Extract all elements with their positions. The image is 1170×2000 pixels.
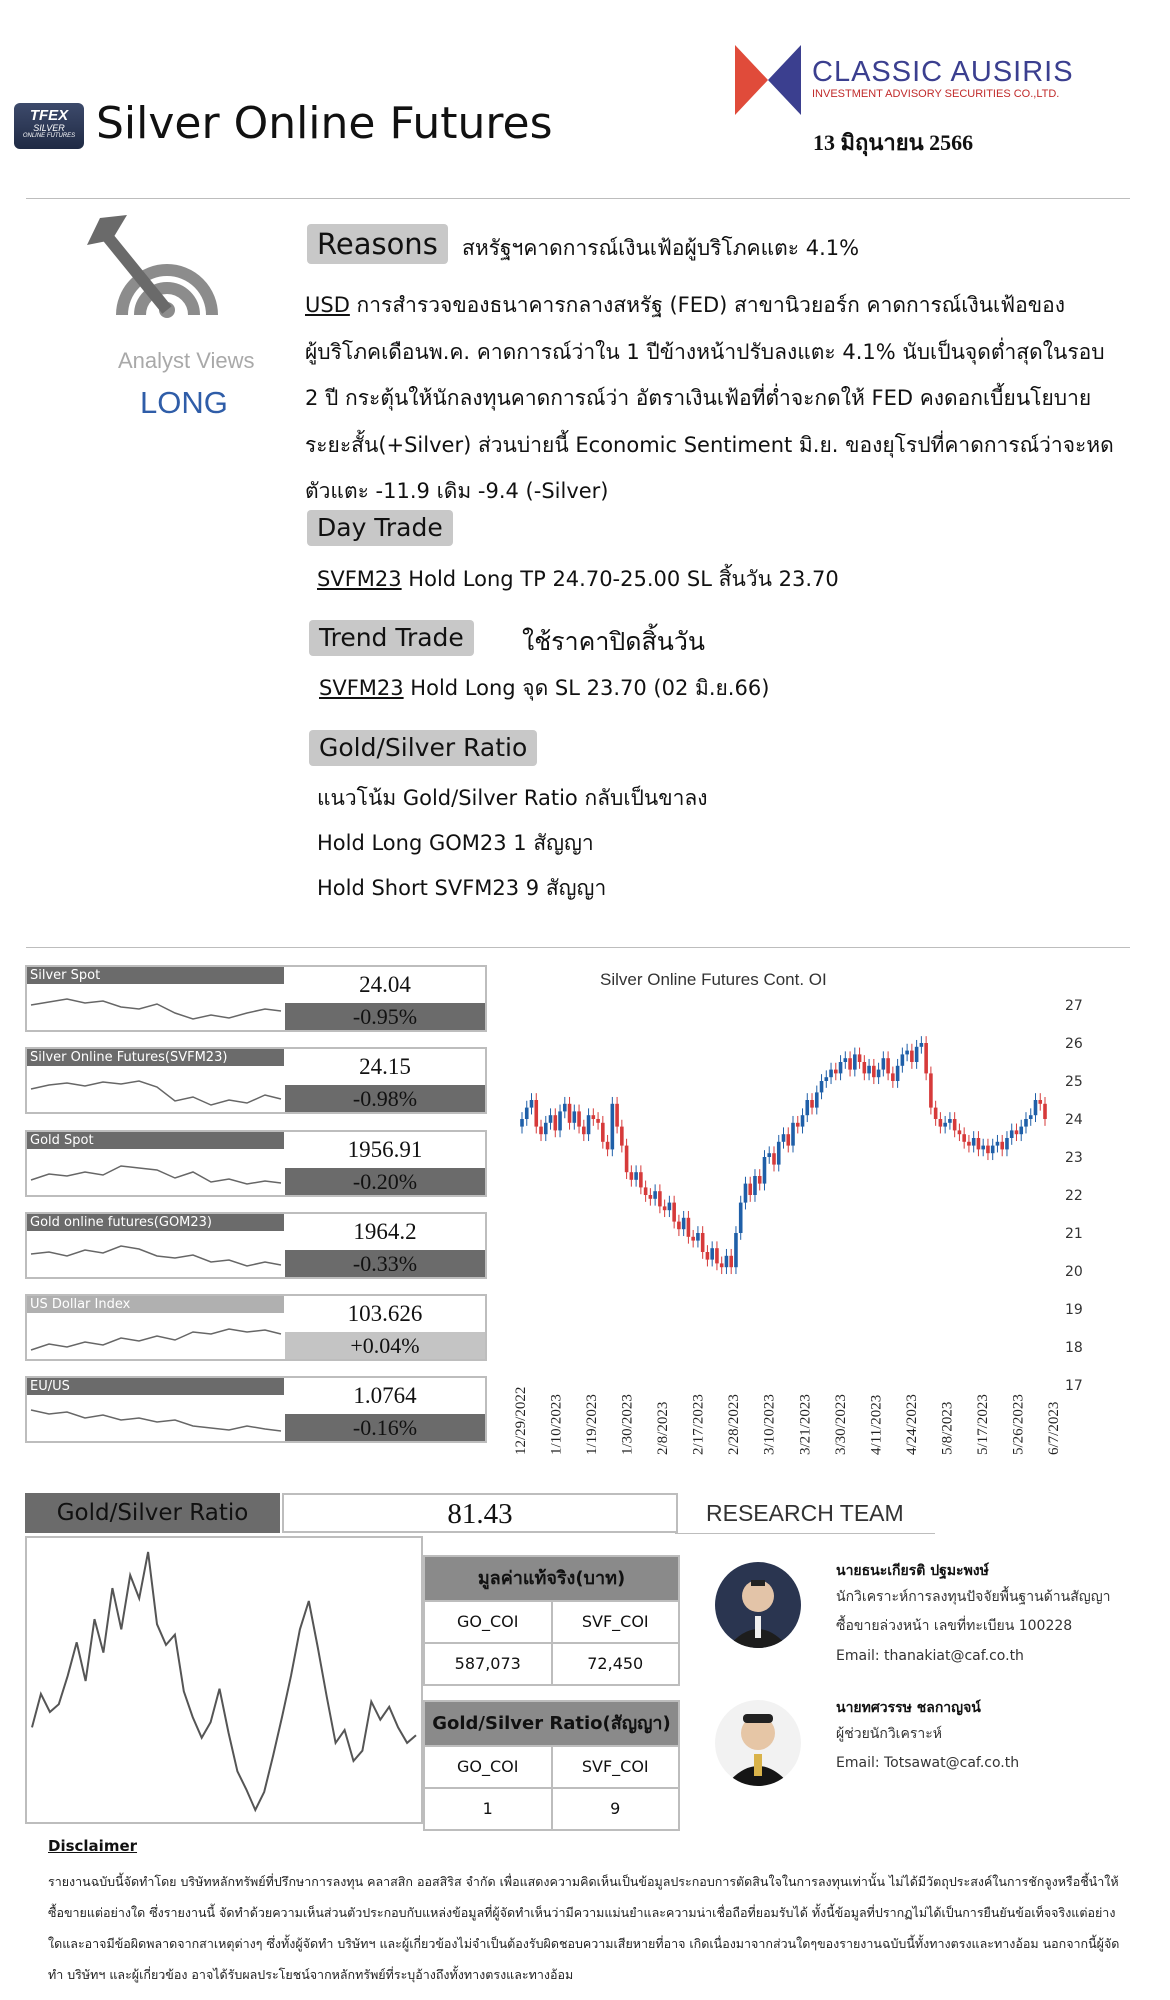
gs-ratio-line-1: แนวโน้ม Gold/Silver Ratio กลับเป็นขาลง	[317, 786, 708, 810]
sparkline	[29, 1067, 283, 1112]
candle-body	[530, 1100, 534, 1108]
candle-body	[553, 1115, 557, 1130]
chart-title: Silver Online Futures Cont. OI	[600, 970, 827, 989]
candle-body	[886, 1058, 890, 1073]
candle-body	[639, 1172, 643, 1187]
candle-body	[996, 1142, 1000, 1146]
sparkline	[29, 1314, 283, 1359]
candle-body	[672, 1203, 676, 1222]
candle-body	[943, 1123, 947, 1127]
panel-silver-futures	[25, 1047, 487, 1114]
candle-body	[801, 1115, 805, 1126]
x-tick-label: 6/7/2023	[1046, 1401, 1062, 1455]
candle-body	[720, 1263, 724, 1267]
panel-label: Gold online futures(GOM23)	[27, 1214, 284, 1231]
candlestick-chart	[500, 995, 1100, 1465]
trend-trade-text: Hold Long จุด SL 23.70 (02 มิ.ย.66)	[403, 676, 770, 700]
candle-body	[577, 1111, 581, 1126]
candle-body	[953, 1119, 957, 1130]
table-title: มูลค่าแท้จริง(บาท)	[425, 1557, 678, 1600]
y-tick-label: 27	[1065, 998, 1083, 1014]
candle-body	[791, 1123, 795, 1146]
panel-eurusd	[25, 1376, 487, 1443]
candle-body	[744, 1184, 748, 1203]
candle-body	[539, 1127, 543, 1135]
candle-body	[549, 1115, 553, 1123]
brand-name: CLASSIC AUSIRIS	[812, 56, 1074, 88]
candle-body	[844, 1058, 848, 1062]
panel-label: EU/US	[27, 1378, 284, 1395]
y-tick-label: 18	[1065, 1340, 1083, 1356]
candle-body	[915, 1047, 919, 1062]
candle-body	[696, 1233, 700, 1241]
candle-body	[948, 1119, 952, 1123]
divider	[26, 947, 1130, 948]
table-cell: 72,450	[551, 1644, 679, 1684]
table-header: GO_COI	[457, 1757, 519, 1776]
panel-label: Gold Spot	[27, 1132, 284, 1149]
candle-body	[810, 1100, 814, 1108]
table-cell: 1	[482, 1799, 493, 1818]
candle-body	[573, 1111, 577, 1122]
candle-body	[558, 1111, 562, 1130]
ratio-label: Gold/Silver Ratio	[25, 1493, 280, 1533]
panel-gold-spot	[25, 1130, 487, 1197]
day-trade-text: Hold Long TP 24.70-25.00 SL สิ้นวัน 23.70	[401, 567, 839, 591]
panel-change: -0.95%	[285, 1003, 485, 1030]
candle-body	[815, 1092, 819, 1107]
table-header: SVF_COI	[551, 1747, 679, 1787]
candle-body	[582, 1127, 586, 1135]
candle-body	[715, 1248, 719, 1263]
candle-body	[592, 1115, 596, 1119]
x-tick-label: 3/21/2023	[797, 1394, 814, 1455]
candle-body	[1034, 1100, 1038, 1115]
candle-body	[596, 1119, 600, 1123]
member-role: ผู้ช่วยนักวิเคราะห์	[836, 1726, 942, 1742]
candle-body	[872, 1066, 876, 1077]
x-tick-label: 12/29/2022	[513, 1386, 529, 1455]
candle-body	[691, 1237, 695, 1241]
candle-body	[615, 1104, 619, 1127]
ratio-graph	[25, 1536, 423, 1824]
y-tick-label: 23	[1065, 1150, 1083, 1166]
candle-body	[962, 1134, 966, 1142]
x-tick-label: 1/30/2023	[619, 1394, 636, 1455]
candle-body	[981, 1146, 985, 1150]
x-tick-label: 1/10/2023	[548, 1394, 565, 1455]
candle-body	[587, 1115, 591, 1134]
panel-price: 103.626	[347, 1301, 423, 1326]
table-header-row	[425, 1600, 678, 1642]
candle-body	[920, 1043, 924, 1047]
sparkline	[29, 1150, 283, 1195]
candle-body	[991, 1146, 995, 1154]
target-arrow-icon	[82, 210, 232, 340]
candle-body	[625, 1146, 629, 1173]
panel-change: -0.33%	[285, 1250, 485, 1277]
candle-body	[1043, 1104, 1047, 1119]
candle-body	[620, 1127, 624, 1146]
candle-body	[544, 1123, 548, 1134]
candle-body	[1019, 1127, 1023, 1135]
reasons-body	[305, 282, 1165, 515]
panel-gold-futures	[25, 1212, 487, 1279]
candle-body	[839, 1062, 843, 1073]
y-tick-label: 21	[1065, 1226, 1083, 1242]
x-tick-label: 2/8/2023	[655, 1401, 672, 1455]
candle-body	[1005, 1138, 1009, 1149]
x-tick-label: 2/28/2023	[726, 1394, 743, 1455]
candle-body	[986, 1146, 990, 1154]
candle-body	[820, 1081, 824, 1092]
member-email: Email: Totsawat@caf.co.th	[836, 1755, 1020, 1771]
candle-body	[782, 1134, 786, 1142]
candle-body	[563, 1104, 567, 1112]
candle-body	[967, 1142, 971, 1146]
candle-body	[896, 1066, 900, 1081]
trend-trade-line	[319, 672, 769, 705]
gs-ratio-section-label: Gold/Silver Ratio	[309, 730, 537, 766]
x-tick-label: 4/24/2023	[903, 1394, 920, 1455]
panel-change: -0.98%	[285, 1085, 485, 1112]
x-tick-label: 1/19/2023	[584, 1394, 601, 1455]
panel-label: US Dollar Index	[27, 1296, 284, 1313]
candle-body	[958, 1130, 962, 1134]
candle-body	[910, 1051, 914, 1062]
candle-body	[905, 1051, 909, 1055]
candle-body	[758, 1176, 762, 1184]
brand-logo-icon	[735, 45, 801, 115]
candle-body	[1038, 1100, 1042, 1104]
sparkline	[29, 1232, 283, 1277]
y-tick-label: 24	[1065, 1112, 1083, 1128]
x-tick-label: 3/10/2023	[761, 1394, 778, 1455]
reasons-headline: สหรัฐฯคาดการณ์เงินเฟ้อผู้บริโภคแตะ 4.1%	[462, 236, 860, 260]
day-trade-label: Day Trade	[307, 510, 453, 546]
candle-body	[939, 1119, 943, 1127]
avatar	[715, 1700, 801, 1786]
member-email: Email: thanakiat@caf.co.th	[836, 1648, 1024, 1664]
candle-body	[805, 1100, 809, 1115]
reasons-label: Reasons	[307, 224, 448, 264]
candle-body	[748, 1184, 752, 1195]
candle-body	[777, 1142, 781, 1165]
candle-body	[649, 1195, 653, 1199]
trend-trade-label: Trend Trade	[309, 620, 474, 656]
candle-body	[853, 1054, 857, 1069]
candle-body	[644, 1187, 648, 1195]
divider	[26, 198, 1130, 199]
panel-label: Silver Spot	[27, 967, 284, 984]
day-trade-line	[317, 563, 839, 596]
candle-body	[663, 1206, 667, 1210]
candle-body	[739, 1203, 743, 1233]
member-name: นายธนะเกียรติ ปฐมะพงษ์	[836, 1563, 989, 1579]
candle-body	[668, 1203, 672, 1211]
table-header-row	[425, 1745, 678, 1787]
panel-price: 24.04	[359, 972, 411, 997]
candle-body	[525, 1108, 529, 1119]
panel-change: -0.16%	[285, 1414, 485, 1441]
candle-body	[606, 1142, 610, 1150]
candle-body	[706, 1252, 710, 1260]
tfex-logo-bottom: ONLINE FUTURES	[22, 133, 76, 139]
x-tick-label: 5/8/2023	[939, 1401, 956, 1455]
table-cell: 587,073	[454, 1654, 521, 1673]
report-date: 13 มิถุนายน 2566	[813, 130, 974, 155]
y-tick-label: 20	[1065, 1264, 1083, 1280]
candle-body	[611, 1104, 615, 1150]
member-role: นักวิเคราะห์การลงทุนปัจจัยพื้นฐานด้านสัญญา ซื้อขายล่วงหน้า เลขที่ทะเบียน 100228	[836, 1589, 1111, 1634]
divider	[675, 1533, 935, 1534]
contract-table	[423, 1700, 680, 1831]
usd-label: USD	[305, 293, 350, 317]
candle-body	[701, 1233, 705, 1252]
analyst-view: LONG	[140, 385, 228, 420]
tfex-logo	[14, 103, 84, 149]
candle-body	[934, 1108, 938, 1119]
candle-body	[858, 1054, 862, 1062]
value-table	[423, 1555, 680, 1686]
x-tick-label: 2/17/2023	[690, 1394, 707, 1455]
candle-body	[1015, 1130, 1019, 1134]
y-tick-label: 22	[1065, 1188, 1083, 1204]
day-trade-symbol: SVFM23	[317, 567, 402, 591]
table-title: Gold/Silver Ratio(สัญญา)	[425, 1702, 678, 1745]
candle-body	[568, 1104, 572, 1123]
candle-body	[863, 1062, 867, 1073]
panel-price: 1956.91	[347, 1137, 423, 1162]
candle-body	[520, 1119, 524, 1127]
candle-body	[924, 1043, 928, 1073]
candle-body	[734, 1233, 738, 1267]
candle-body	[796, 1123, 800, 1127]
disclaimer-title: Disclaimer	[48, 1837, 138, 1855]
candle-body	[710, 1248, 714, 1259]
candle-body	[772, 1153, 776, 1164]
candle-body	[834, 1070, 838, 1074]
candle-body	[901, 1054, 905, 1065]
trend-trade-symbol: SVFM23	[319, 676, 404, 700]
y-tick-label: 26	[1065, 1036, 1083, 1052]
tfex-logo-mid: SILVER	[33, 123, 65, 133]
ratio-line	[32, 1552, 416, 1810]
candle-body	[1000, 1142, 1004, 1150]
table-row	[425, 1642, 678, 1684]
avatar	[715, 1562, 801, 1648]
candle-body	[877, 1070, 881, 1078]
ratio-line-chart	[27, 1538, 421, 1822]
table-header: SVF_COI	[551, 1602, 679, 1642]
analyst-caption: Analyst Views	[118, 348, 255, 373]
sparkline	[29, 1396, 283, 1441]
candle-body	[767, 1153, 771, 1157]
y-tick-label: 25	[1065, 1074, 1083, 1090]
table-cell: 9	[551, 1789, 679, 1829]
candle-body	[634, 1172, 638, 1180]
candle-body	[763, 1157, 767, 1184]
x-tick-label: 3/30/2023	[832, 1394, 849, 1455]
candle-body	[729, 1256, 733, 1267]
panel-price: 24.15	[359, 1054, 411, 1079]
candle-body	[658, 1191, 662, 1206]
candle-body	[848, 1058, 852, 1069]
candle-body	[682, 1218, 686, 1229]
panel-silver-spot	[25, 965, 487, 1032]
x-tick-label: 5/26/2023	[1010, 1394, 1027, 1455]
candle-body	[687, 1218, 691, 1237]
candle-body	[882, 1058, 886, 1069]
trend-trade-note: ใช้ราคาปิดสิ้นวัน	[522, 627, 705, 656]
candle-body	[824, 1077, 828, 1081]
candle-body	[829, 1070, 833, 1078]
candle-body	[725, 1256, 729, 1267]
gs-ratio-line-2: Hold Long GOM23 1 สัญญา	[317, 831, 594, 855]
candle-body	[601, 1123, 605, 1142]
brand-subtitle: INVESTMENT ADVISORY SECURITIES CO.,LTD.	[812, 88, 1060, 100]
tfex-logo-top: TFEX	[29, 107, 69, 124]
member-name: นายทศวรรษ ชลกาญจน์	[836, 1700, 981, 1716]
candle-body	[677, 1222, 681, 1230]
table-row	[425, 1787, 678, 1829]
panel-price: 1.0764	[353, 1383, 417, 1408]
candle-body	[867, 1066, 871, 1074]
panel-label: Silver Online Futures(SVFM23)	[27, 1049, 284, 1066]
ratio-value: 81.43	[282, 1493, 678, 1533]
candle-body	[1010, 1130, 1014, 1138]
panel-price: 1964.2	[353, 1219, 417, 1244]
candle-body	[534, 1100, 538, 1127]
panel-change: +0.04%	[285, 1332, 485, 1359]
candle-body	[929, 1073, 933, 1107]
x-tick-label: 4/11/2023	[868, 1394, 885, 1455]
page-title: Silver Online Futures	[96, 98, 553, 149]
reasons-text: การสำรวจของธนาคารกลางสหรัฐ (FED) สาขานิวยอร์ก คาดการณ์เงินเฟ้อของ ผู้บริโภคเดือนพ.ค. คาดการณ์ว่าใน 1 ปีข้างหน้าปรับลงแตะ 4.1% นับเป็นจุดต่ำสุดในรอบ 2 ปี กระตุ้นให้นักลงทุนคาดการณ์ว่า อัตราเงินเฟ้อที่ต่ำจะกดให้ FED คงดอกเบี้ยนโยบาย ระยะสั้น(+Silver) ส่วนบ่ายนี้ Economic Sentiment มิ.ย. ของยุโรปที่คาดการณ์ว่าจะหด ตัวแตะ -11.9 เดิม -9.4 (-Silver)	[305, 293, 1114, 503]
disclaimer-text: รายงานฉบับนี้จัดทำโดย บริษัทหลักทรัพย์ที่ปรึกษาการลงทุน คลาสสิก ออสสิริส จำกัด เพื่อแสดงความคิดเห็นเป็นข้อมูลประกอบการตัดสินใจในการลงทุนเท่านั้น ไม่ได้มีวัตถุประสงค์ในการชักจูงหรือชี้นำให้ซื้อขายแต่อย่างใด ซึ่งรายงานนี้ จัดทำด้วยความเห็นส่วนตัวประกอบกับแหล่งข้อมูลที่ผู้จัดทำเห็นว่ามีความแม่นยำและความน่าเชื่อถือที่ยอมรับได้ ทั้งนี้ข้อมูลที่ปรากฏไม่ได้เป็นการยืนยันข้อเท็จจริงแต่อย่างใดและอาจมีข้อผิดพลาดจากสาเหตุต่างๆ ซึ่งทั้งผู้จัดทำ บริษัทฯ และผู้เกี่ยวข้องไม่จำเป็นต้องรับผิดชอบความเสียหายที่อาจ เกิดเนื่องมาจากส่วนใดๆของรายงานฉบับนี้ทั้งทางตรงและทางอ้อม นอกจากนี้ผู้จัดทำ บริษัทฯ และผู้เกี่ยวข้อง อาจได้รับผลประโยชน์จากหลักทรัพย์ที่ระบุอ้างถึงทั้งทางตรงและทางอ้อม	[48, 1874, 1120, 1982]
y-tick-label: 17	[1065, 1378, 1083, 1394]
panel-usd-index	[25, 1294, 487, 1361]
candle-body	[653, 1191, 657, 1199]
candle-body	[753, 1176, 757, 1195]
candle-body	[1029, 1115, 1033, 1119]
candle-body	[786, 1134, 790, 1145]
y-tick-label: 19	[1065, 1302, 1083, 1318]
candle-body	[630, 1172, 634, 1180]
table-header: GO_COI	[457, 1612, 519, 1631]
sparkline	[29, 985, 283, 1030]
x-tick-label: 5/17/2023	[974, 1394, 991, 1455]
candle-body	[977, 1138, 981, 1149]
candle-body	[891, 1073, 895, 1081]
research-team-title: RESEARCH TEAM	[706, 1500, 904, 1526]
candle-body	[1024, 1119, 1028, 1127]
candle-body	[972, 1138, 976, 1146]
panel-change: -0.20%	[285, 1168, 485, 1195]
gs-ratio-line-3: Hold Short SVFM23 9 สัญญา	[317, 876, 607, 900]
